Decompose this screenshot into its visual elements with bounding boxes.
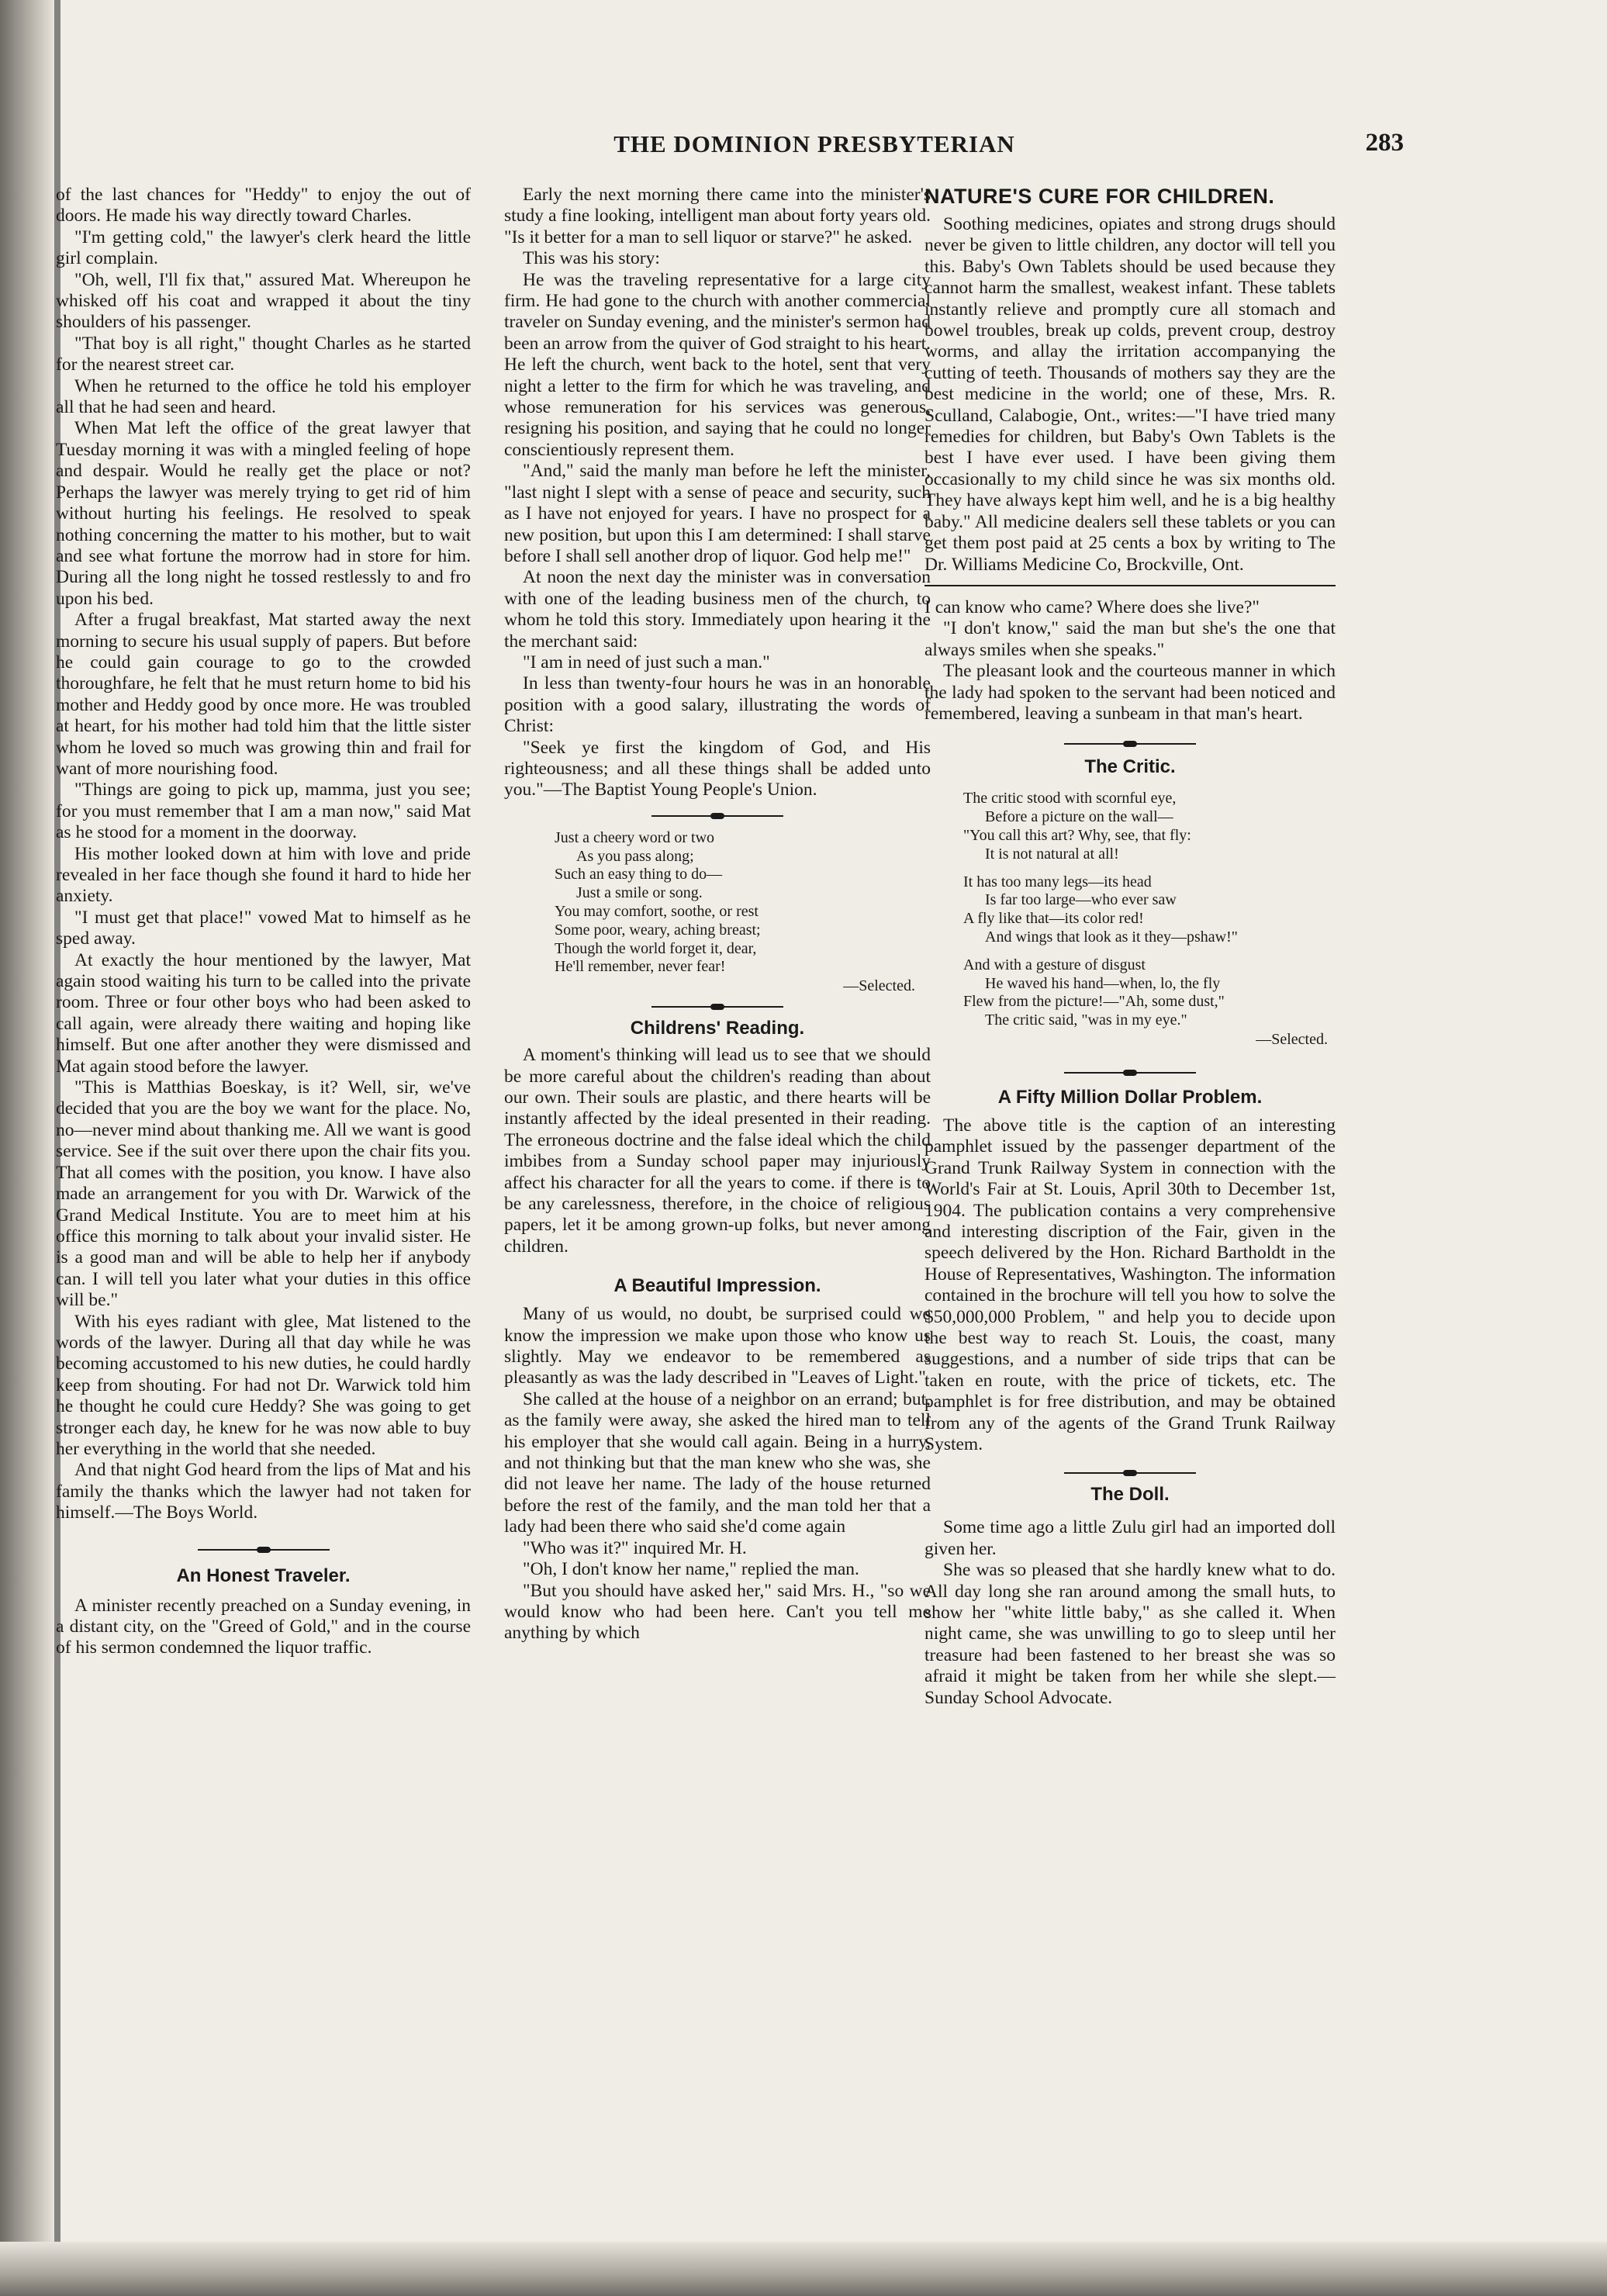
doll-paragraph: Some time ago a little Zulu girl had an imported doll given her. — [924, 1517, 1336, 1559]
story-paragraph: "I must get that place!" vowed Mat to himself as he sped away. — [56, 907, 471, 949]
traveler-paragraph: At noon the next day the minister was in conversation with one of the leading business men of the church, to whom he told this story. Immediately upon hearing it the the merchant said: — [504, 567, 931, 652]
poem-line: You may comfort, soothe, or rest — [555, 902, 759, 920]
running-title: THE DOMINION PRESBYTERIAN — [613, 130, 1015, 157]
problem-paragraph: The above title is the caption of an interesting pamphlet issued by the passenger department of the Grand Trunk Railway System in connection with the World's Fair at St. Louis, April 30th to December 1st, 1904. The publication contains a very comprehensive and interesting discription of the Fair, given in the speech delivered by the Hon. Richard Bartholdt in the House of Representatives, Washington. The information contained in the brochure will tell you how to solve the $50,000,000 Problem, " and help you to decide upon the best way to reach St. Louis, the coast, many suggestions, and a number of side trips that can be taken en route, with the price of tickets, etc. The pamphlet is for free distribution, and may be obtained from any of the agents of the Grand Trunk Railway System. — [924, 1115, 1336, 1454]
poem-line: Just a cheery word or two — [555, 828, 715, 846]
article-title-honest-traveler: An Honest Traveler. — [176, 1565, 351, 1586]
story-paragraph: When he returned to the office he told his employer all that he had seen and heard. — [56, 375, 471, 418]
story-paragraph: At exactly the hour mentioned by the lawyer, Mat again stood waiting his turn to be called into the private room. Three or four other boys who had been asked to call again, were already there waiting and hoping like himself. But one after another they were dismissed and Mat again stood before the lawyer. — [56, 949, 471, 1077]
article-title-the-critic: The Critic. — [1084, 756, 1176, 778]
bottom-scan-edge — [0, 2242, 1607, 2296]
poem-line: He waved his hand—when, lo, the fly — [985, 974, 1221, 992]
story-paragraph: "I'm getting cold," the lawyer's clerk heard the little girl complain. — [56, 226, 471, 269]
poem-attribution: —Selected. — [843, 977, 915, 995]
poem-cheery-word — [504, 829, 931, 977]
traveler-paragraph: "Seek ye first the kingdom of God, and His righteousness; and all these things shall be added unto you."—The Baptist Young People's Union. — [504, 737, 931, 800]
impression-paragraph: Many of us would, no doubt, be surprised could we know the impression we make upon those who know us slightly. May we endeavor to be remembered as pleasantly as was the lady described in "Leaves of Light." — [504, 1304, 931, 1388]
impression-paragraph: I can know who came? Where does she live?" — [924, 596, 1260, 617]
poem-line: Some poor, weary, aching breast; — [555, 921, 761, 939]
traveler-paragraph: "And," said the manly man before he left the minister, "last night I slept with a sense of peace and security, such as I have not enjoyed for years. I have no prospect for a new position, but upon this I am determined: I shall starve before I shall sell another drop of liquor. God help me!" — [504, 461, 931, 566]
traveler-paragraph: A minister recently preached on a Sunday evening, in a distant city, on the "Greed of Gold," and in the course of his sermon condemned the liquor traffic. — [56, 1595, 471, 1658]
story-paragraph: With his eyes radiant with glee, Mat listened to the words of the lawyer. During all that day while he was becoming accustomed to his new duties, he could hardly keep from shouting. For had not Dr. Warwick told him he thought he could cure Heddy? She was going to get stronger each day, he knew for he was now able to buy her everything in the world that she needed. — [56, 1311, 471, 1459]
nature-paragraph: Soothing medicines, opiates and strong drugs should never be given to little children, any doctor will tell you this. Baby's Own Tablets should be used because they cannot harm the smallest, weakest infant. These tablets instantly relieve and promptly cure all stomach and bowel troubles, break up colds, prevent croup, destroy worms, and allay the irritation accompanying the cutting of teeth. Thousands of mothers say they are the best medicine in the world; one of these, Mrs. R. Sculland, Calabogie, Ont., writes:—"I have tried many remedies for children, but Baby's Own Tablets is the best I have ever used. I have been giving them occasionally to my child since he was six months old. They have always kept him well, and he is a big healthy baby." All medicine dealers sell these tablets or you can get them post paid at 25 cents a box by writing to The Dr. Williams Medicine Co, Brockville, Ont. — [924, 214, 1336, 575]
article-title-childrens-reading: Childrens' Reading. — [630, 1018, 805, 1039]
poem-line: Just a smile or song. — [576, 884, 703, 902]
poem-line: The critic stood with scornful eye, — [963, 790, 1177, 807]
section-divider — [198, 1546, 330, 1554]
article-title-beautiful-impression: A Beautiful Impression. — [613, 1275, 821, 1297]
section-divider — [1064, 740, 1196, 748]
poem-line: And wings that look as it they—pshaw!" — [985, 928, 1238, 946]
poem-line: Before a picture on the wall— — [985, 808, 1173, 826]
doll-paragraph: She was so pleased that she hardly knew what to do. All day long she ran around among the small huts, to show her "white little baby," as she called it. When night came, she was unwilling to go to sleep until her treasure had been fastened to her breast she was so afraid it might be taken from her while she slept.—Sunday School Advocate. — [924, 1560, 1336, 1708]
impression-paragraph: "Who was it?" inquired Mr. H. — [523, 1537, 747, 1558]
story-paragraph: His mother looked down at him with love and pride revealed in her face though she found it hard to hide her anxiety. — [56, 843, 471, 907]
section-divider — [1064, 1469, 1196, 1477]
reading-paragraph: A moment's thinking will lead us to see that we should be more careful about the children's reading than about our own. Their souls are plastic, and there hearts will be instantly affected by the ideal presented in their reading. The erroneous doctrine and the false ideal which the child imbibes from a Sunday school paper may injuriously affect his character for all the years to come. if there is to be any carelessness, therefore, in the choice of religious papers, let it be among grown-up folks, but never among children. — [504, 1045, 931, 1257]
traveler-paragraph: "I am in need of just such a man." — [523, 652, 770, 673]
page-header — [70, 130, 1543, 169]
story-paragraph: When Mat left the office of the great lawyer that Tuesday morning it was with a mingled feeling of hope and despair. Would he really get the place or not? Perhaps the lawyer was merely trying to get rid of him without hurting his feelings. He resolved to speak nothing concerning the matter to his mother, but to wait and see what fortune the morrow had in store for him. During all the long night he tossed restlessly to and fro upon his bed. — [56, 418, 471, 609]
story-paragraph: After a frugal breakfast, Mat started away the next morning to secure his usual supply of papers. But before he could gain courage to go to the crowded thoroughfare, he felt that he must return home to bid his mother and Heddy good by once more. He was troubled at heart, for his mother had told him that the little sister whom he loved so much was growing thin and frail for want of more nourishing food. — [56, 610, 471, 779]
impression-paragraph: "But you should have asked her," said Mrs. H., "so we would know who had been here. Can't you tell me anything by which — [504, 1580, 931, 1644]
poem-line: A fly like that—its color red! — [963, 910, 1144, 928]
section-divider — [651, 812, 783, 820]
traveler-paragraph: Early the next morning there came into the minister's study a fine looking, intelligent man about forty years old. "Is it better for a man to sell liquor or starve?" he asked. — [504, 185, 931, 247]
poem-line: And with a gesture of disgust — [963, 956, 1146, 973]
column-right — [924, 185, 1336, 1709]
impression-paragraph: "I don't know," said the man but she's the one that always smiles when she speaks." — [924, 618, 1336, 660]
article-title-natures-cure: NATURE'S CURE FOR CHILDREN. — [924, 185, 1275, 208]
poem-line: "You call this art? Why, see, that fly: — [963, 826, 1191, 844]
traveler-paragraph: In less than twenty-four hours he was in an honorable position with a good salary, illustrating the words of Christ: — [504, 673, 931, 737]
impression-paragraph: She called at the house of a neighbor on an errand; but, as the family were away, she asked the hired man to tell his employer that she would call again. Being in a hurry, and not thinking but that the man knew who she was, she did not leave her name. The lady of the house returned before the rest of the family, and the man told her that a lady had been there who said she'd come again — [504, 1388, 931, 1537]
column-middle — [504, 185, 931, 1644]
poem-line: It is not natural at all! — [985, 845, 1119, 863]
impression-paragraph: "Oh, I don't know her name," replied the man. — [523, 1559, 859, 1580]
poem-line: Though the world forget it, dear, — [555, 939, 757, 957]
poem-the-critic — [924, 790, 1336, 1030]
story-paragraph: And that night God heard from the lips of Mat and his family the thanks which the lawyer had not taken for himself.—The Boys World. — [56, 1460, 471, 1523]
story-paragraph: "Oh, well, I'll fix that," assured Mat. Whereupon he whisked off his coat and wrapped it about the tiny shoulders of his passenger. — [56, 269, 471, 333]
poem-line: The critic said, "was in my eye." — [985, 1011, 1187, 1029]
poem-line: Flew from the picture!—"Ah, some dust," — [963, 993, 1225, 1011]
article-title-the-doll: The Doll. — [1090, 1484, 1170, 1506]
binding-fold-shadow — [0, 0, 54, 2296]
story-paragraph: of the last chances for "Heddy" to enjoy the out of doors. He made his way directly toward Charles. — [56, 185, 471, 226]
section-divider — [1064, 1069, 1196, 1077]
poem-attribution: —Selected. — [1256, 1030, 1328, 1048]
story-paragraph: "That boy is all right," thought Charles as he started for the nearest street car. — [56, 333, 471, 375]
poem-line: It has too many legs—its head — [963, 873, 1152, 890]
poem-line: As you pass along; — [576, 847, 694, 865]
story-paragraph: "Things are going to pick up, mamma, just you see; for you must remember that I am a man now," said Mat as he stood for a moment in the doorway. — [56, 780, 471, 843]
poem-line: Such an easy thing to do— — [555, 866, 723, 883]
impression-paragraph: The pleasant look and the courteous manner in which the lady had spoken to the servant had been noticed and remembered, leaving a sunbeam in that man's heart. — [924, 661, 1336, 724]
poem-line: Is far too large—who ever saw — [985, 891, 1177, 909]
column-left — [56, 185, 471, 1659]
story-paragraph: "This is Matthias Boeskay, is it? Well, sir, we've decided that you are the boy we want for the place. No, no—never mind about thanking me. All we want is good service. See if the suit over there upon the chair fits you. That all comes with the position, you know. I have also made an arrangement for you with Dr. Warwick of the Grand Medical Institute. You are to meet him at his office this morning to talk about your invalid sister. He is a good man and will be able to help her if anybody can. I will tell you later what your duties in this office will be." — [56, 1077, 471, 1311]
traveler-paragraph: He was the traveling representative for a large city firm. He had gone to the church with another commercial traveler on Sunday evening, and the minister's sermon had been an arrow from the quiver of God straight to his heart. He left the church, went back to the hotel, sent that very night a letter to the firm for which he was traveling, and whose remuneration for his services was generous, resigning his position, and saying that he could no longer conscientiously represent them. — [504, 269, 931, 460]
article-title-fifty-million: A Fifty Million Dollar Problem. — [997, 1086, 1263, 1108]
traveler-paragraph: This was his story: — [523, 248, 660, 269]
page-number: 283 — [1365, 129, 1404, 157]
section-divider — [651, 1003, 783, 1011]
poem-line: He'll remember, never fear! — [555, 958, 726, 976]
